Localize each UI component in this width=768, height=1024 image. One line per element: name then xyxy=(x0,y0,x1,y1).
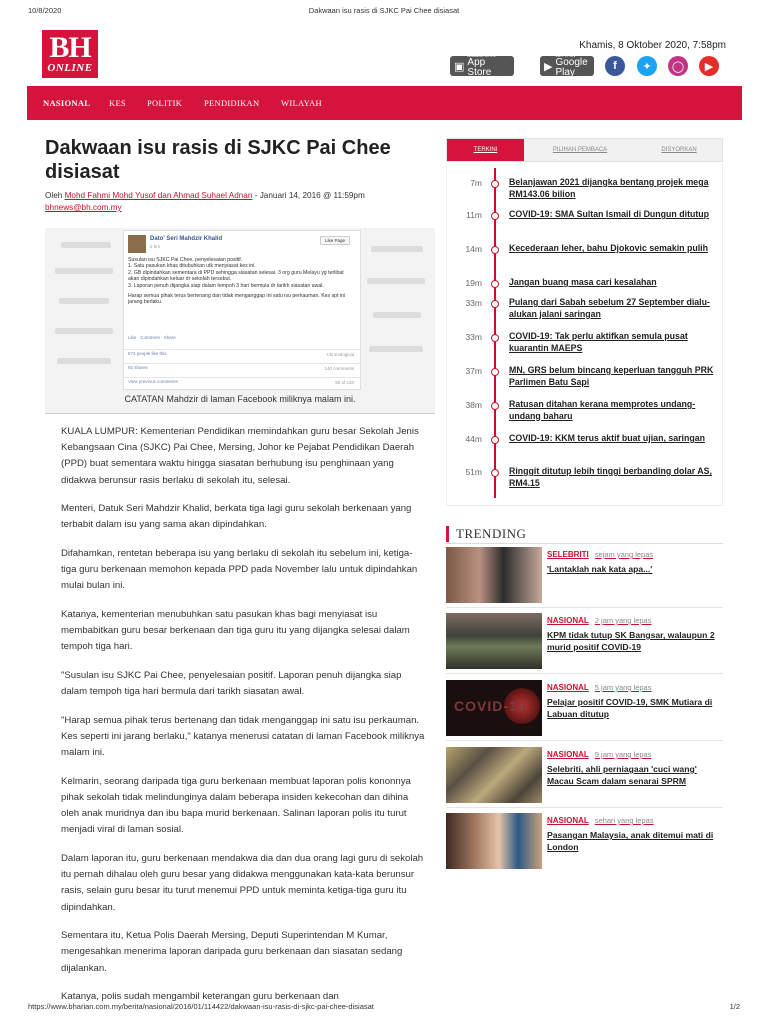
tab-disyorkan[interactable]: DISYORKAN xyxy=(661,147,697,153)
article-paragraph: KUALA LUMPUR: Kementerian Pendidikan memindahkan guru besar Sekolah Jenis Kebangsaan Cina (SJKC) Pai Chee, Mersing, Johor ke Pejabat Pendidikan Daerah (PPD) buat sementara waktu hingga siasatan berhubung isu penghinaan yang didakwa berunsur rasis berlaku di sekolah itu, selesai. xyxy=(61,426,419,486)
trending-label: TRENDING xyxy=(456,526,527,541)
author-link[interactable]: Mohd Fahmi Mohd Yusof dan Ahmad Suhael Adnan xyxy=(64,191,253,200)
trending-thumbnail[interactable] xyxy=(446,613,542,669)
sidebar-tabs xyxy=(446,138,723,162)
facebook-icon[interactable]: f xyxy=(605,56,625,76)
instagram-icon[interactable]: ◯ xyxy=(668,56,688,76)
timeline-dot-icon xyxy=(491,246,499,254)
trending-time: 5 jam yang lepas xyxy=(594,683,652,692)
timeline-link[interactable]: Ratusan ditahan kerana memprotes undang-undang baharu xyxy=(509,399,696,421)
nav-item-kes[interactable]: KES xyxy=(109,98,126,108)
timeline-dot-icon xyxy=(491,280,499,288)
latest-news-timeline: 7m Belanjawan 2021 dijangka bentang projek mega RM143.06 bilion 11m COVID-19: SMA Sultan Ismail di Dungun ditutup 14m Kecederaan leher, bahu Djokovic semakin pulih 19m Jangan buang masa cari kesalahan 33m Pulang dari Sabah sebelum 27 September dialu-alukan jalani saringan 33m COVID-19: Tak perlu aktifkan semula pusat kuarantin MAEPS 37m MN, GRS belum bincang keperluan tangguh PRK Parlimen Batu Sapi 38m Ratusan ditahan kerana memprotes undang-undang baharu 44m COVID-19: KKM terus aktif buat ujian, saringan 51m Ringgit ditutup lebih tinggi berbanding dolar AS, RM4.15 xyxy=(446,164,723,506)
timeline-link[interactable]: MN, GRS belum bincang keperluan tangguh PRK Parlimen Batu Sapi xyxy=(509,365,714,387)
trending-category[interactable]: NASIONAL sehari yang lepas xyxy=(547,816,654,825)
article-title: Dakwaan isu rasis di SJKC Pai Chee disiasat xyxy=(45,137,391,183)
article-paragraph: Katanya, polis sudah mengambil keterangan guru berkenaan dan xyxy=(61,991,339,1003)
trending-title[interactable]: Pasangan Malaysia, anak ditemui mati di London xyxy=(547,830,714,852)
trending-title[interactable]: Selebriti, ahli perniagaan 'cuci wang' Macau Scam dalam senarai SPRM xyxy=(547,764,697,786)
article-paragraph: Katanya, kementerian menubuhkan satu pasukan khas bagi menyiasat isu membabitkan guru besar berkenaan dan tiga guru itu yang dijangka selesai dalam tempoh tiga hari. xyxy=(61,609,410,653)
timeline-link[interactable]: Jangan buang masa cari kesalahan xyxy=(509,277,657,287)
header-datetime: Khamis, 8 Oktober 2020, 7:58pm xyxy=(579,40,726,51)
youtube-icon[interactable]: ▶ xyxy=(699,56,719,76)
trending-thumbnail[interactable] xyxy=(446,547,542,603)
timeline-link[interactable]: Pulang dari Sabah sebelum 27 September dialu-alukan jalani saringan xyxy=(509,297,710,319)
fb-comments: View previous comments 50 of 140 xyxy=(124,377,360,389)
trending-category[interactable]: SELEBRITI sejam yang lepas xyxy=(547,550,654,559)
trending-item[interactable] xyxy=(446,680,726,740)
timeline-link[interactable]: COVID-19: KKM terus aktif buat ujian, saringan xyxy=(509,433,706,443)
tab-pilihan-pembaca[interactable]: PILIHAN PEMBACA xyxy=(552,147,608,153)
trending-item[interactable] xyxy=(446,747,726,807)
trending-title[interactable]: KPM tidak tutup SK Bangsar, walaupun 2 murid positif COVID-19 xyxy=(547,630,715,652)
trending-time: sehari yang lepas xyxy=(594,816,654,825)
tab-terkini[interactable]: TERKINI xyxy=(447,139,524,161)
twitter-icon[interactable]: ✦ xyxy=(637,56,657,76)
thumbnail-text: COVID-19 xyxy=(454,698,527,714)
timeline-link[interactable]: COVID-19: SMA Sultan Ismail di Dungun ditutup xyxy=(509,209,710,219)
timeline-dot-icon xyxy=(491,368,499,376)
article-byline: Oleh Mohd Fahmi Mohd Yusof dan Ahmad Suhael Adnan - Januari 14, 2016 @ 11:59pm bhnews@bh.com.my xyxy=(45,191,365,212)
timeline-dot-icon xyxy=(491,180,499,188)
apple-icon: ▣ xyxy=(454,60,465,73)
trending-item[interactable] xyxy=(446,813,726,873)
fb-actions: Like · Comment · Share xyxy=(128,335,176,340)
article-paragraph: "Harap semua pihak terus bertenang dan tidak menganggap ini satu isu perkauman. Kes seperti ini jarang berlaku," katanya menerusi catatan di laman Facebook miliknya malam ini. xyxy=(61,714,425,759)
trending-item[interactable] xyxy=(446,613,726,673)
article-date: - Januari 14, 2016 @ 11:59pm xyxy=(252,191,365,200)
image-caption: CATATAN Mahdzir di laman Facebook miliknya malam ini. xyxy=(124,394,356,404)
timeline-dot-icon xyxy=(491,469,499,477)
timeline-dot-icon xyxy=(491,436,499,444)
google-play-icon: ▶ xyxy=(544,60,553,73)
logo-main: BH xyxy=(49,31,91,64)
trending-time: 9 jam yang lepas xyxy=(594,750,652,759)
article-body xyxy=(61,424,426,1018)
trending-category[interactable]: NASIONAL 5 jam yang lepas xyxy=(547,683,652,692)
timeline-dot-icon xyxy=(491,402,499,410)
fb-like-page-button: Like Page xyxy=(320,236,350,245)
article-image xyxy=(45,228,435,414)
google-play-button[interactable]: ▶ GET IT ON Google Play xyxy=(540,56,594,76)
fb-post-body: Susulan isu SJKC Pai Chee, penyelesaian positif. 1. Satu pasukan khas ditubuhkan utk menyiasat kes ini. 2. GB dipindahkan sementara di PPD sehingga siasatan selesai. 3 org guru Melayu yg terlibat akan dipindahkan keluar dr sekolah tersebut. 3. Laporan penuh dijangka siap dalam tempoh 3 hari bermula dr tarikh siasatan awal. Harap semua pihak terus bertenang dan tidak menganggap ini satu isu perkauman. Kes spt ini jarang berlaku. xyxy=(128,257,346,306)
nav-item-pendidikan[interactable]: PENDIDIKAN xyxy=(204,98,260,108)
print-date: 10/8/2020 xyxy=(28,6,62,15)
avatar xyxy=(128,235,146,253)
timeline-dot-icon xyxy=(491,212,499,220)
trending-title[interactable]: 'Lantaklah nak kata apa...' xyxy=(547,564,653,574)
timeline-link[interactable]: Kecederaan leher, bahu Djokovic semakin pulih xyxy=(509,243,708,253)
trending-time: sejam yang lepas xyxy=(594,550,654,559)
main-nav xyxy=(27,86,742,120)
bh-online-logo[interactable] xyxy=(42,30,98,78)
article-paragraph: Difahamkan, rentetan beberapa isu yang berlaku di sekolah itu sebelum ini, ketiga-tiga guru berkenaan memohon kepada PPD pada November lalu untuk dipindahkan mulai bulan ini. xyxy=(61,548,418,592)
trending-category[interactable]: NASIONAL 2 jam yang lepas xyxy=(547,616,652,625)
fb-author: Dato' Seri Mahdzir Khalid xyxy=(150,236,223,242)
nav-item-wilayah[interactable]: WILAYAH xyxy=(281,98,322,108)
email-link[interactable]: bhnews@bh.com.my xyxy=(45,203,122,212)
print-header xyxy=(28,6,740,18)
trending-thumbnail[interactable] xyxy=(446,813,542,869)
trending-header xyxy=(446,526,723,544)
print-url: https://www.bharian.com.my/berita/nasional/2016/01/114422/dakwaan-isu-rasis-di-sjkc-pai-chee-disiasat xyxy=(28,1002,374,1011)
timeline-link[interactable]: COVID-19: Tak perlu aktifkan semula pusat kuarantin MAEPS xyxy=(509,331,688,353)
fb-likes: 673 people like this. Chronological xyxy=(124,349,360,361)
trending-category[interactable]: NASIONAL 9 jam yang lepas xyxy=(547,750,652,759)
timeline-dot-icon xyxy=(491,334,499,342)
trending-thumbnail[interactable] xyxy=(446,680,542,736)
print-footer xyxy=(28,1002,740,1014)
timeline-dot-icon xyxy=(491,300,499,308)
trending-item[interactable] xyxy=(446,547,726,607)
trending-thumbnail[interactable] xyxy=(446,747,542,803)
print-title: Dakwaan isu rasis di SJKC Pai Chee disiasat xyxy=(308,6,460,15)
timeline-link[interactable]: Ringgit ditutup lebih tinggi berbanding dolar AS, RM4.15 xyxy=(509,466,712,488)
fb-time: 2 hrs xyxy=(150,244,161,249)
nav-item-nasional[interactable]: NASIONAL xyxy=(43,98,91,108)
article-paragraph: Dalam laporan itu, guru berkenaan mendakwa dia dan dua orang lagi guru di sekolah itu pernah dihalau oleh guru besar yang didakwa menggunakan kata-kata berunsur rasis, selain guru besar itu turut menemui PPD untuk meminta ketiga-tiga guru itu dipindahkan. xyxy=(61,853,424,913)
article-paragraph: Menteri, Datuk Seri Mahdzir Khalid, berkata tiga lagi guru sekolah berkenaan yang terbabit dalam isu yang sama akan dipindahkan. xyxy=(61,503,412,531)
article-paragraph: Kelmarin, seorang daripada tiga guru berkenaan membuat laporan polis kononnya pihak sekolah tidak melindunginya dalam beberapa insiden kekecohan dan dihina oleh anak muridnya dan ibu bapa murid berkenaan. Salinan laporan polis itu turut menjadi viral di laman sosial. xyxy=(61,775,411,836)
trending-time: 2 jam yang lepas xyxy=(594,616,652,625)
article-paragraph: "Susulan isu SJKC Pai Chee, penyelesaian positif. Laporan penuh dijangka siap dalam tempoh tiga hari bermula dari tarikh siasatan awal. xyxy=(61,670,402,698)
timeline-link[interactable]: Belanjawan 2021 dijangka bentang projek mega RM143.06 bilion xyxy=(509,177,709,199)
trending-title[interactable]: Pelajar positif COVID-19, SMK Mutiara di Labuan ditutup xyxy=(547,697,713,719)
app-store-button[interactable]: ▣ Available on the App Store xyxy=(450,56,514,76)
fb-shares: 92 shares 140 comments xyxy=(124,363,360,375)
page-number: 1/2 xyxy=(729,1002,740,1011)
logo-sub: ONLINE xyxy=(47,62,93,74)
facebook-post xyxy=(123,230,361,390)
article-paragraph: Sementara itu, Ketua Polis Daerah Mersing, Deputi Superintendan M Kumar, mengesahkan menerima laporan daripada guru berkenaan dan siasatan sedang dijalankan. xyxy=(61,930,403,974)
nav-item-politik[interactable]: POLITIK xyxy=(147,98,183,108)
